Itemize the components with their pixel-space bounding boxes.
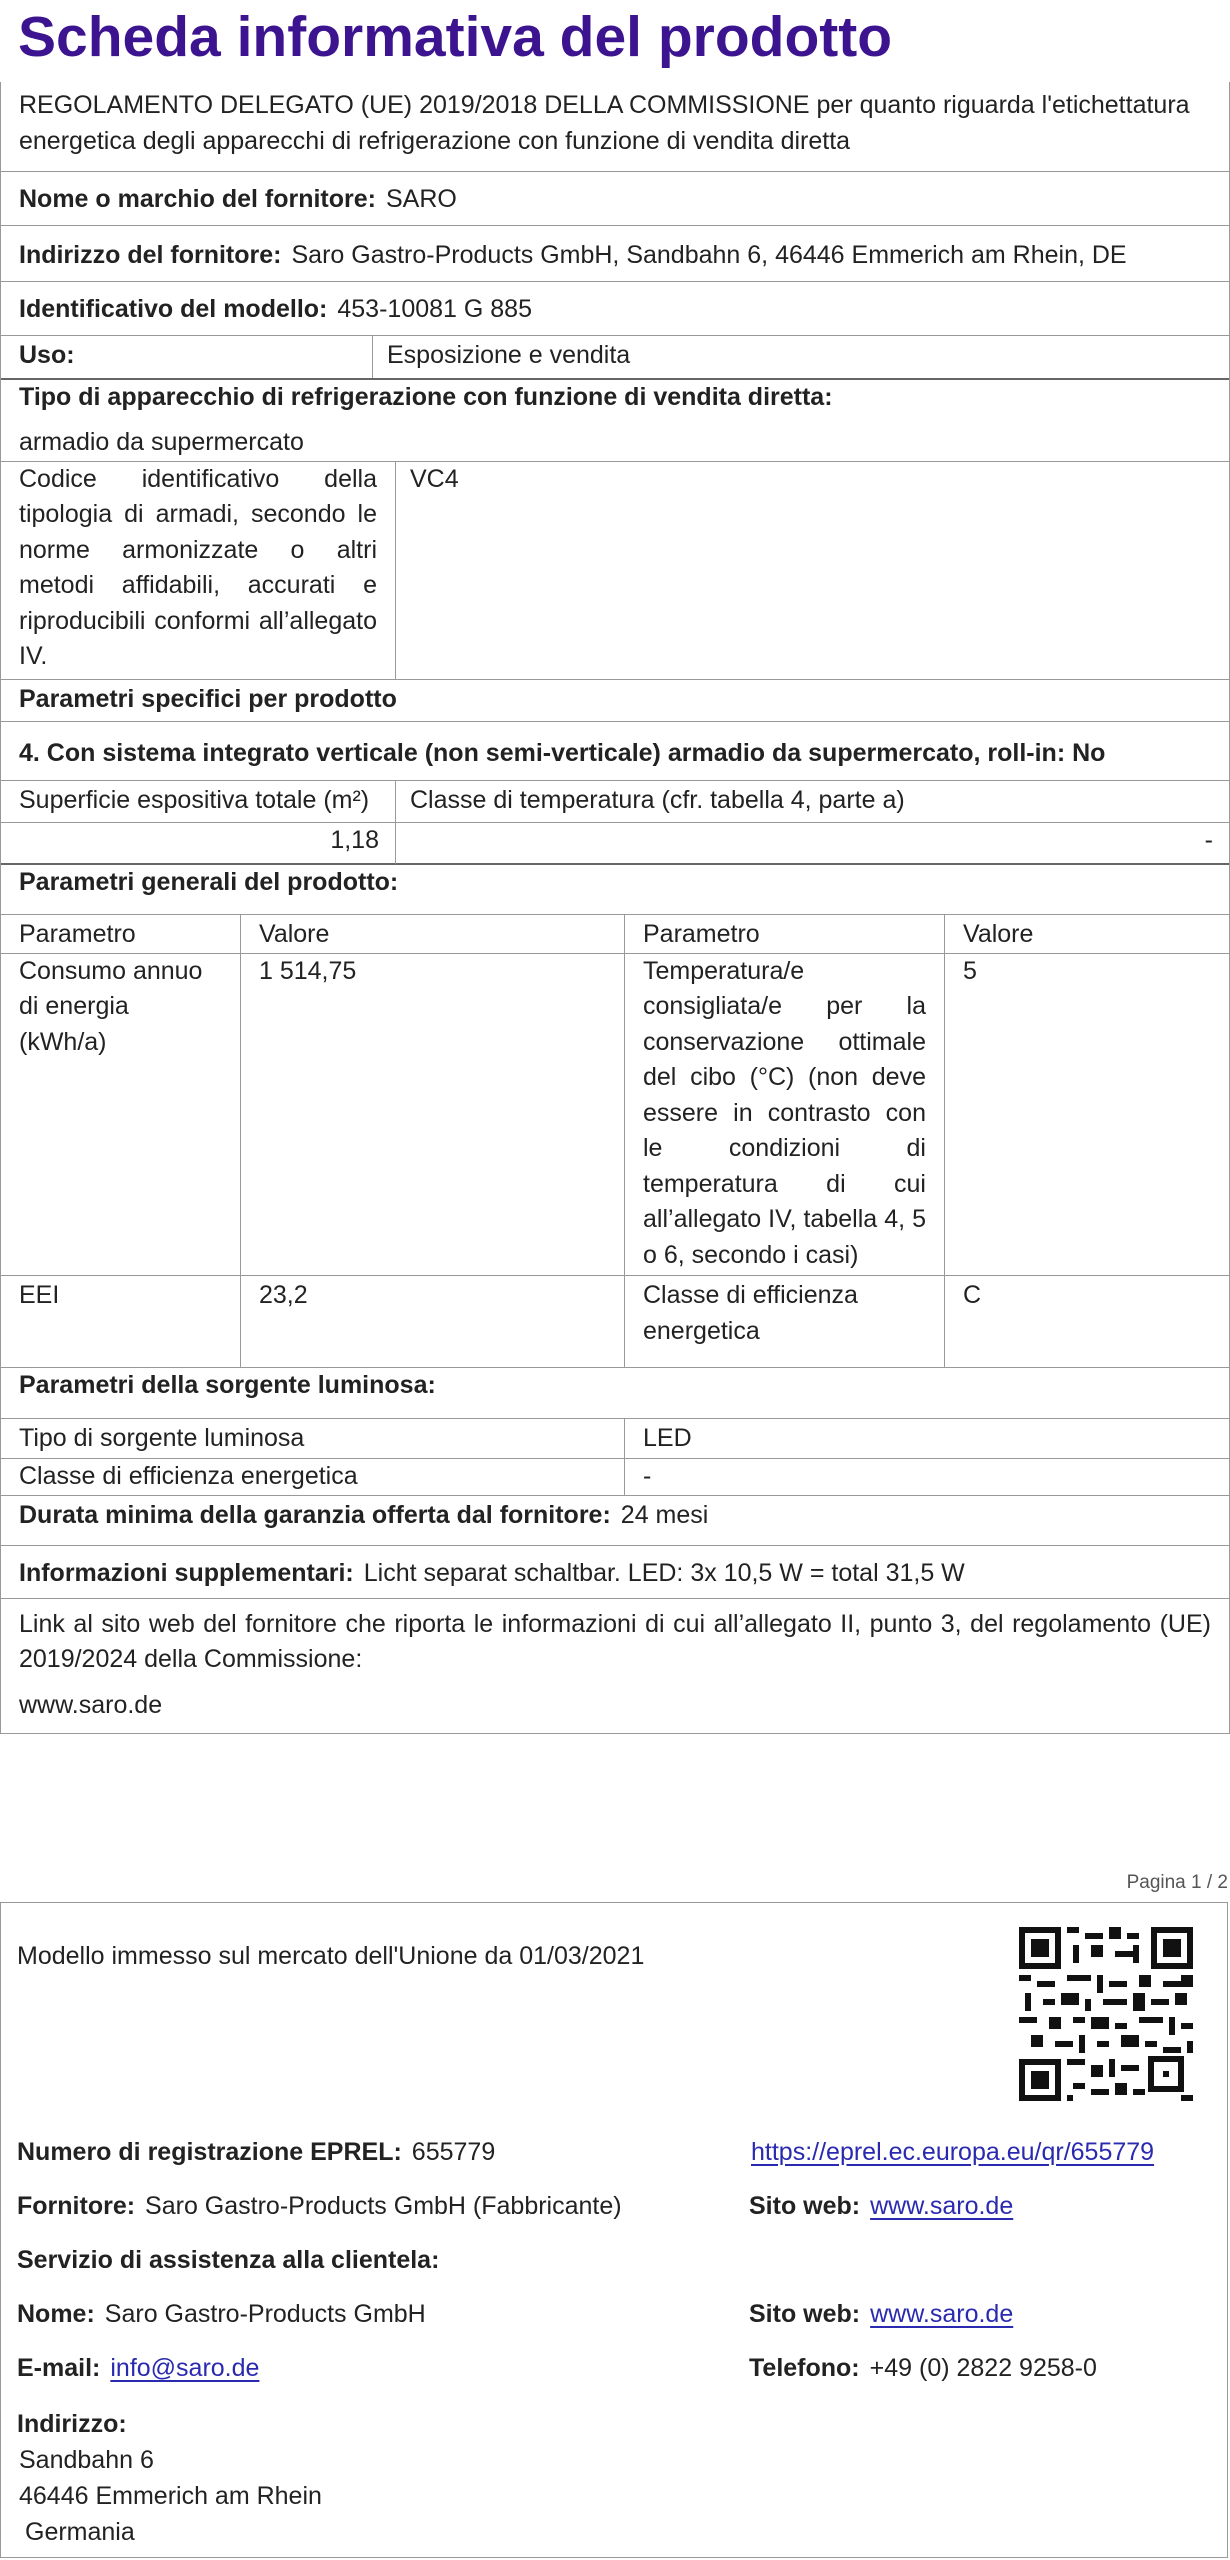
address-line-2: 46446 Emmerich am Rhein [19, 2482, 322, 2510]
light-type-label: Tipo di sorgente luminosa [1, 1419, 625, 1460]
warranty-value: 24 mesi [620, 1500, 709, 1529]
light-class-value: - [625, 1459, 1229, 1496]
service-email-row [17, 2351, 259, 2387]
temp-class-label: Classe di temperatura (cfr. tabella 4, parte a) [396, 781, 1229, 824]
footer-supplier-row [17, 2189, 622, 2225]
service-web-label: Sito web: [749, 2300, 861, 2328]
general-heading-row [1, 865, 1229, 916]
appliance-type-heading [1, 380, 1229, 422]
efficiency-label: Classe di efficienza energetica [625, 1276, 945, 1368]
appliance-code-value: VC4 [410, 464, 459, 493]
product-sheet [0, 82, 1230, 1734]
supplier-name-label: Nome o marchio del fornitore: [19, 185, 376, 213]
extra-info-row [1, 1546, 1229, 1599]
eprel-row [17, 2135, 495, 2171]
page-title: Scheda informativa del prodotto [18, 5, 893, 69]
service-phone-value: +49 (0) 2822 9258-0 [869, 2354, 1097, 2382]
service-phone-label: Telefono: [749, 2354, 860, 2382]
supplier-address-value: Saro Gastro-Products GmbH, Sandbahn 6, 46446 Emmerich am Rhein, DE [291, 241, 1127, 269]
service-name-label: Nome: [17, 2300, 95, 2328]
service-heading: Servizio di assistenza alla clientela: [17, 2246, 440, 2274]
extra-info-value: Licht separat schaltbar. LED: 3x 10,5 W = total 31,5 W [363, 1559, 965, 1587]
appliance-code-label: Codice identificativo della tipologia di armadi, secondo le norme armonizzate o altri metodi affidabili, accurati e riproducibili conformi all’allegato IV. [1, 462, 396, 679]
weblink-text: Link al sito web del fornitore che riporta le informazioni di cui all’allegato II, punto 3, del regolamento (UE) 2019/2024 della Commissione: [19, 1609, 1211, 1673]
light-table [1, 1419, 1229, 1496]
use-label: Uso: [1, 336, 373, 378]
regulation-text [1, 82, 1229, 172]
eprel-value: 655779 [411, 2138, 496, 2166]
service-address-label: Indirizzo: [17, 2410, 127, 2438]
specific-subheading-row [1, 722, 1229, 781]
footer-supplier-value: Saro Gastro-Products GmbH (Fabbricante) [145, 2192, 622, 2220]
general-col-param2: Parametro [625, 915, 945, 954]
weblink-url[interactable]: www.saro.de [19, 1690, 163, 1719]
qr-code-icon[interactable] [1019, 1927, 1193, 2101]
address-line-3: Germania [25, 2518, 135, 2546]
service-web-row [749, 2297, 1013, 2333]
address-line-1: Sandbahn 6 [19, 2446, 154, 2474]
supplier-address-row [1, 226, 1229, 282]
service-name-row [17, 2297, 426, 2333]
supplier-name-value: SARO [385, 185, 457, 213]
service-phone-row [749, 2351, 1097, 2387]
efficiency-value: C [945, 1276, 1229, 1368]
appliance-type-text: armadio da supermercato [19, 428, 304, 456]
market-date-text: Modello immesso sul mercato dell'Unione da 01/03/2021 [17, 1942, 645, 1970]
weblink-row [1, 1599, 1229, 1735]
appliance-type-label: Tipo di apparecchio di refrigerazione con funzione di vendita diretta: [19, 382, 833, 411]
light-heading: Parametri della sorgente luminosa: [19, 1371, 436, 1399]
model-label: Identificativo del modello: [19, 295, 328, 323]
general-col-value2: Valore [945, 915, 1229, 954]
light-heading-row [1, 1368, 1229, 1419]
footer-supplier-label: Fornitore: [17, 2192, 136, 2220]
specific-heading-row [1, 680, 1229, 723]
surface-header-row [1, 781, 1229, 865]
appliance-code-row [1, 462, 1229, 680]
service-web-link[interactable]: www.saro.de [870, 2300, 1014, 2328]
use-row [1, 336, 1229, 380]
service-email-link[interactable]: info@saro.de [110, 2354, 260, 2382]
footer-web-link[interactable]: www.saro.de [870, 2192, 1014, 2220]
model-value: 453-10081 G 885 [337, 295, 532, 323]
footer-web-row [749, 2189, 1013, 2225]
service-name-value: Saro Gastro-Products GmbH [104, 2300, 426, 2328]
footer-panel [0, 1902, 1228, 2558]
use-value: Esposizione e vendita [387, 341, 631, 369]
light-class-label: Classe di efficienza energetica [1, 1459, 625, 1496]
energy-label: Consumo annuo di energia (kWh/a) [1, 954, 241, 1277]
eprel-link[interactable]: https://eprel.ec.europa.eu/qr/655779 [751, 2138, 1155, 2166]
temp-label: Temperatura/e consigliata/e per la conservazione ottimale del cibo (°C) (non deve essere in contrasto con le condizioni di temperatura di cui all’allegato IV, tabella 4, 5 o 6, secondo i casi) [625, 954, 945, 1277]
eei-value: 23,2 [241, 1276, 625, 1368]
appliance-type-value [1, 421, 1229, 462]
temp-class-value: - [396, 823, 1229, 865]
eprel-label: Numero di registrazione EPREL: [17, 2138, 402, 2166]
page-number: Pagina 1 / 2 [1126, 1872, 1228, 1893]
model-row [1, 282, 1229, 336]
general-params-table [1, 915, 1229, 1368]
general-col-value: Valore [241, 915, 625, 954]
warranty-label: Durata minima della garanzia offerta dal fornitore: [19, 1500, 611, 1529]
warranty-row [1, 1496, 1229, 1547]
general-col-param: Parametro [1, 915, 241, 954]
eei-label: EEI [1, 1276, 241, 1368]
regulation-label: REGOLAMENTO DELEGATO (UE) 2019/2018 DELLA COMMISSIONE per quanto riguarda l'etichettatura energetica degli apparecchi di refrigerazione con funzione di vendita diretta [19, 91, 1190, 155]
temp-value: 5 [945, 954, 1229, 1277]
extra-info-label: Informazioni supplementari: [19, 1559, 354, 1587]
light-type-value: LED [625, 1419, 1229, 1460]
service-email-label: E-mail: [17, 2354, 101, 2382]
specific-heading: Parametri specifici per prodotto [19, 684, 397, 713]
surface-value: 1,18 [1, 823, 396, 865]
footer-web-label: Sito web: [749, 2192, 861, 2220]
specific-subheading: 4. Con sistema integrato verticale (non semi-verticale) armadio da supermercato, roll-in: No [19, 739, 1106, 767]
supplier-address-label: Indirizzo del fornitore: [19, 241, 282, 269]
general-heading: Parametri generali del prodotto: [19, 867, 399, 896]
surface-label: Superficie espositiva totale (m²) [1, 781, 396, 824]
supplier-name-row [1, 172, 1229, 226]
energy-value: 1 514,75 [241, 954, 625, 1277]
